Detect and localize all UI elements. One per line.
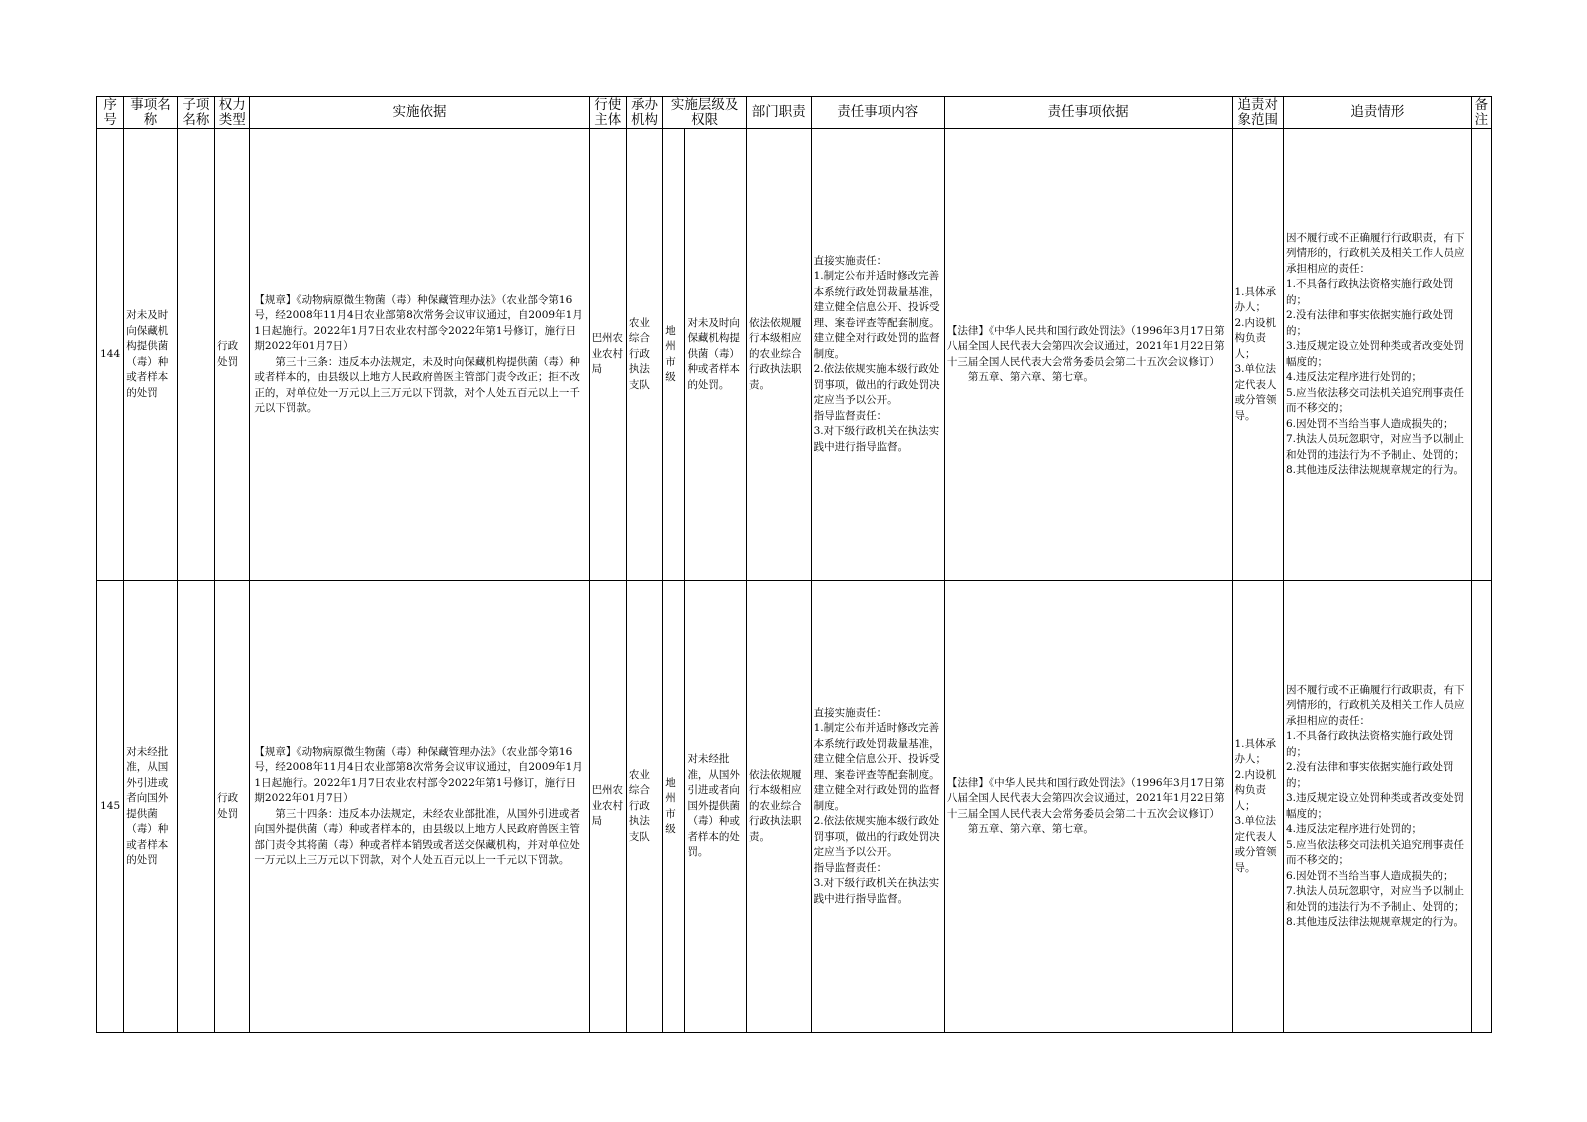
header-row — [97, 97, 1492, 129]
header-remark: 备注 — [1471, 97, 1491, 129]
row-basis — [250, 581, 589, 1033]
table-row — [97, 129, 1492, 581]
header-sub-name: 子项名称 — [177, 97, 214, 129]
row-power-type: 行政处罚 — [215, 129, 250, 581]
row-sub-name — [177, 581, 214, 1033]
row-situation: 因不履行或不正确履行行政职责，有下列情形的，行政机关及相关工作人员应承担相应的责任： 1.不具备行政执法资格实施行政处罚的； 2.没有法律和事实依据实施行政处罚的； 3.违反规定设立处罚种类或者改变处罚幅度的； 4.违反法定程序进行处罚的； 5.应当依法移交司法机关追究刑事责任而不移交的； 6.因处罚不当给当事人造成损失的； 7.执法人员玩忽职守，对应当予以制止和处罚的违法行为不予制止、处罚的； 8.其他违反法律法规规章规定的行为。 — [1283, 129, 1471, 581]
row-level-power: 对未经批准，从国外引进或者向国外提供菌（毒）种或者样本的处罚。 — [685, 581, 747, 1033]
row-level: 地州市级 — [663, 581, 685, 1033]
row-level-power: 对未及时向保藏机构提供菌（毒）种或者样本的处罚。 — [685, 129, 747, 581]
row-remark — [1471, 129, 1491, 581]
row-item-name: 对未及时向保藏机构提供菌（毒）种或者样本的处罚 — [124, 129, 177, 581]
row-level: 地州市级 — [663, 129, 685, 581]
row-basis-intro: 【规章】《动物病原微生物菌（毒）种保藏管理办法》（农业部令第16号，经2008年11月4日农业部第8次常务会议审议通过，自2009年1月1日起施行。2022年1月7日农业农村部令2022年第1号修订，施行日期2022年01月7日） — [254, 745, 583, 804]
row-subject: 巴州农业农村局 — [589, 129, 626, 581]
header-duty: 部门职责 — [747, 97, 812, 129]
row-seq: 144 — [97, 129, 124, 581]
row-resp-basis-chapters: 第五章、第六章、第七章。 — [967, 823, 1094, 835]
row-resp-basis — [944, 581, 1232, 1033]
row-power-type: 行政处罚 — [215, 581, 250, 1033]
row-resp-basis-intro: 【法律】《中华人民共和国行政处罚法》（1996年3月17日第八届全国人民代表大会第四次会议通过，2021年1月22日第十三届全国人民代表大会常务委员会第二十五次会议修订） — [946, 776, 1225, 820]
header-level: 实施层级及权限 — [663, 97, 747, 129]
header-resp-basis: 责任事项依据 — [944, 97, 1232, 129]
header-power-type: 权力类型 — [215, 97, 250, 129]
row-basis-intro: 【规章】《动物病原微生物菌（毒）种保藏管理办法》（农业部令第16号，经2008年11月4日农业部第8次常务会议审议通过，自2009年1月1日起施行。2022年1月7日农业农村部令2022年第1号修订，施行日期2022年01月7日） — [254, 293, 583, 352]
row-remark — [1471, 581, 1491, 1033]
row-subject: 巴州农业农村局 — [589, 581, 626, 1033]
header-basis: 实施依据 — [250, 97, 589, 129]
row-seq: 145 — [97, 581, 124, 1033]
row-scope: 1.具体承办人； 2.内设机构负责人； 3.单位法定代表人或分管领导。 — [1232, 129, 1283, 581]
row-item-name: 对未经批准，从国外引进或者向国外提供菌（毒）种或者样本的处罚 — [124, 581, 177, 1033]
row-resp-basis-chapters: 第五章、第六章、第七章。 — [967, 371, 1094, 383]
row-duty: 依法依规履行本级相应的农业综合行政执法职责。 — [747, 581, 812, 1033]
row-handler: 农业综合行政执法支队 — [626, 129, 662, 581]
header-handler: 承办机构 — [626, 97, 662, 129]
header-subject: 行使主体 — [589, 97, 626, 129]
header-scope: 追责对象范围 — [1232, 97, 1283, 129]
row-basis — [250, 129, 589, 581]
row-resp-basis — [944, 129, 1232, 581]
row-situation: 因不履行或不正确履行行政职责，有下列情形的，行政机关及相关工作人员应承担相应的责任： 1.不具备行政执法资格实施行政处罚的； 2.没有法律和事实依据实施行政处罚的； 3.违反规定设立处罚种类或者改变处罚幅度的； 4.违反法定程序进行处罚的； 5.应当依法移交司法机关追究刑事责任而不移交的； 6.因处罚不当给当事人造成损失的； 7.执法人员玩忽职守，对应当予以制止和处罚的违法行为不予制止、处罚的； 8.其他违反法律法规规章规定的行为。 — [1283, 581, 1471, 1033]
row-resp-content: 直接实施责任： 1.制定公布并适时修改完善本系统行政处罚裁量基准，建立健全信息公开、投诉受理、案卷评查等配套制度。建立健全对行政处罚的监督制度。 2.依法依规实施本级行政处罚事项，做出的行政处罚决定应当予以公开。 指导监督责任： 3.对下级行政机关在执法实践中进行指导监督。 — [811, 581, 944, 1033]
header-item-name: 事项名称 — [124, 97, 177, 129]
row-basis-article: 第三十四条：违反本办法规定，未经农业部批准，从国外引进或者向国外提供菌（毒）种或者样本的，由县级以上地方人民政府兽医主管部门责令其将菌（毒）种或者样本销毁或者送交保藏机构，并对单位处一万元以上三万元以下罚款，对个人处五百元以上一千元以下罚款。 — [254, 807, 580, 866]
header-resp-content: 责任事项内容 — [811, 97, 944, 129]
header-situation: 追责情形 — [1283, 97, 1471, 129]
table-row — [97, 581, 1492, 1033]
row-basis-article: 第三十三条：违反本办法规定，未及时向保藏机构提供菌（毒）种或者样本的，由县级以上地方人民政府兽医主管部门责令改正；拒不改正的，对单位处一万元以上三万元以下罚款，对个人处五百元以上一千元以下罚款。 — [254, 355, 580, 414]
row-scope: 1.具体承办人； 2.内设机构负责人； 3.单位法定代表人或分管领导。 — [1232, 581, 1283, 1033]
row-duty: 依法依规履行本级相应的农业综合行政执法职责。 — [747, 129, 812, 581]
header-seq: 序号 — [97, 97, 124, 129]
row-handler: 农业综合行政执法支队 — [626, 581, 662, 1033]
row-resp-basis-intro: 【法律】《中华人民共和国行政处罚法》（1996年3月17日第八届全国人民代表大会第四次会议通过，2021年1月22日第十三届全国人民代表大会常务委员会第二十五次会议修订） — [946, 324, 1225, 368]
row-resp-content: 直接实施责任： 1.制定公布并适时修改完善本系统行政处罚裁量基准，建立健全信息公开、投诉受理、案卷评查等配套制度。建立健全对行政处罚的监督制度。 2.依法依规实施本级行政处罚事项，做出的行政处罚决定应当予以公开。 指导监督责任： 3.对下级行政机关在执法实践中进行指导监督。 — [811, 129, 944, 581]
row-sub-name — [177, 129, 214, 581]
power-list-table — [96, 96, 1492, 1033]
